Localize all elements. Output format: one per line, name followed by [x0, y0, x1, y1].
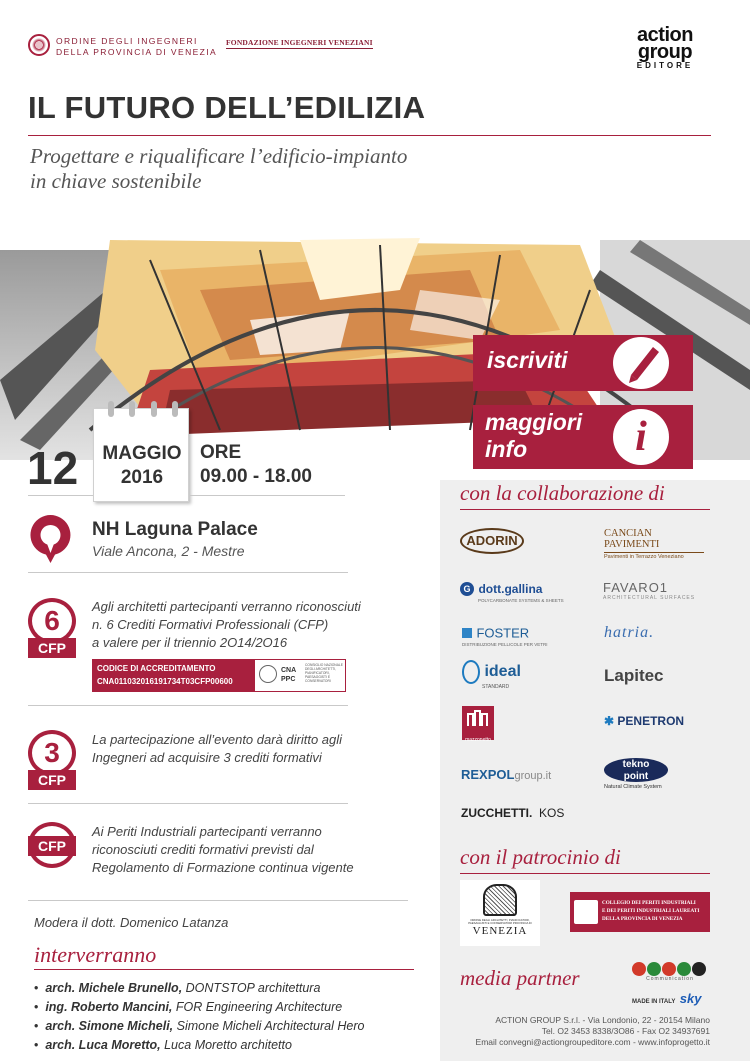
foster-logo: FOSTER DISTRIBUZIONE PELLICOLE PER VETRI — [462, 625, 548, 647]
patronage-title: con il patrocinio di — [460, 845, 621, 869]
divider — [28, 803, 348, 804]
divider — [28, 705, 348, 706]
cnappc-logo: CNA PPC CONSIGLIO NAZIONALE DEGLI ARCHITETTI, PIANIFICATORI, PAESAGGISTI E CONSERVATORI — [259, 663, 343, 688]
divider — [190, 495, 345, 496]
adorin-logo: ADORIN — [460, 528, 524, 554]
title-divider — [28, 135, 711, 136]
subtitle: Progettare e riqualificare l’edificio-impianto in chiave sostenibile — [30, 144, 408, 193]
speakers-title: interverranno — [34, 942, 157, 967]
accreditation-code-box — [92, 659, 346, 692]
collaboration-title: con la collaborazione di — [460, 481, 665, 505]
footer-contacts: ACTION GROUP S.r.l. - Via Londonio, 22 - 20154 Milano Tel. O2 3453 8338/3O86 - Fax O2 34937691 Email convegni@actiongroupeditore.com - www.infoprogetto.it — [475, 1015, 710, 1047]
ideal-swirl-icon — [462, 660, 480, 684]
ideal-standard-logo: ideal STANDARD — [462, 660, 521, 690]
fondazione-ingegneri-logo: FONDAZIONE INGEGNERI VENEZIANI — [226, 38, 373, 47]
divider — [28, 495, 93, 496]
maggiori-info-button[interactable] — [473, 405, 693, 469]
hatria-logo: hatria. — [604, 624, 655, 641]
venue-address: Viale Ancona, 2 - Mestre — [92, 543, 245, 559]
gallina-g-icon: G — [460, 582, 474, 596]
calendar-rings-icon — [108, 401, 178, 417]
cnappc-seal-icon — [259, 665, 277, 683]
foster-square-icon — [462, 628, 472, 638]
action-group-editore-logo: action group EDITORE — [636, 24, 694, 70]
list-item: • arch. Luca Moretto, Luca Moretto architetto — [34, 1038, 292, 1052]
mazzonetto-logo: mazzonetto — [462, 706, 494, 740]
teknopoint-logo: tekno point Natural Climate System — [604, 758, 694, 790]
credit-architects-text: Agli architetti partecipanti verranno riconosciuti n. 6 Crediti Formativi Professionali (CFP) a valere per il triennio 2O14/2O16 — [92, 599, 361, 650]
list-item: • arch. Michele Brunello, DONTSTOP architettura — [34, 981, 321, 995]
madeinitaly-sky-logo: MADE IN ITALY sky — [632, 991, 702, 1006]
pencil-icon — [613, 337, 669, 389]
ordine-ingegneri-seal-icon — [28, 34, 50, 56]
accreditation-title: CODICE DI ACCREDITAMENTO — [97, 664, 216, 673]
favaro-logo: FAVARO1 ARCHITECTURAL SURFACES — [603, 580, 696, 601]
cfp-badge: CFP — [28, 822, 76, 872]
speakers-divider — [34, 969, 414, 970]
event-day: 12 — [27, 442, 79, 494]
ore-label: ORE — [200, 442, 242, 463]
lapitec-logo: Lapitec — [604, 666, 664, 685]
iscriviti-label: iscriviti — [487, 347, 568, 373]
maggiori-info-label: maggiori info — [485, 409, 583, 462]
calendar-box — [93, 408, 189, 502]
event-month: MAGGIO — [102, 443, 182, 464]
patronage-divider — [460, 873, 710, 874]
location-pin-icon — [28, 513, 73, 565]
credit-engineers-text: La partecipazione all’evento darà diritto agli Ingegneri ad acquisire 3 crediti formativi — [92, 732, 343, 765]
event-year: 2016 — [120, 467, 164, 488]
speakers-list — [34, 979, 364, 1055]
collab-divider — [460, 509, 710, 510]
event-hours: 09.00 - 18.00 — [200, 466, 312, 487]
accreditation-code: CNA011032016191734T03CFP00600 — [97, 677, 233, 686]
ordine-architetti-venezia-logo: ORDINE DEGLI ARCHITETTI, PIANIFICATORI, PAESAGGISTI E CONSERVATORI PROVINCIA DI VENEZIA — [460, 880, 540, 946]
media-partner-title: media partner — [460, 966, 580, 990]
rexpol-logo: REXPOLgroup.it — [461, 767, 552, 782]
credit-periti-text: Ai Periti Industriali partecipanti verranno riconosciuti crediti formativi previsti dal Regolamento di Formazione continua vigente — [92, 824, 354, 875]
cfp-6-badge: 6 CFP — [28, 598, 76, 662]
terra-communication-logo: Communication — [632, 962, 708, 982]
dott-gallina-logo: G dott.gallina POLYCARBONATE SYSTEMS & SHEETS — [460, 580, 564, 603]
header — [0, 0, 750, 80]
zucchetti-kos-logo: ZUCCHETTI. KOS — [461, 806, 565, 820]
collegio-seal-icon — [574, 900, 598, 924]
venue-name: NH Laguna Palace — [92, 519, 258, 540]
ordine-ingegneri-logo: ORDINE DEGLI INGEGNERI DELLA PROVINCIA DI VENEZIA — [56, 36, 218, 57]
iscriviti-button[interactable] — [473, 335, 693, 391]
penetron-logo: ✱ PENETRON — [604, 714, 685, 728]
list-item: • arch. Simone Micheli, Simone Micheli Architectural Hero — [34, 1019, 365, 1033]
moderator: Modera il dott. Domenico Latanza — [34, 915, 229, 930]
cfp-3-badge: 3 CFP — [28, 730, 76, 794]
page-title: IL FUTURO DELL’EDILIZIA — [28, 90, 426, 125]
divider — [28, 900, 408, 901]
lion-emblem-icon — [483, 884, 517, 916]
collegio-periti-logo: COLLEGIO DEI PERITI INDUSTRIALI E DEI PERITI INDUSTRIALI LAUREATI DELLA PROVINCIA DI VENEZIA — [570, 892, 710, 932]
list-item: • ing. Roberto Mancini, FOR Engineering Architecture — [34, 1000, 343, 1014]
divider — [28, 572, 348, 573]
info-icon: i — [613, 409, 669, 465]
cancian-logo: CANCIAN PAVIMENTI Pavimenti in Terrazzo Veneziano — [604, 528, 704, 560]
penetron-star-icon: ✱ — [604, 714, 615, 728]
